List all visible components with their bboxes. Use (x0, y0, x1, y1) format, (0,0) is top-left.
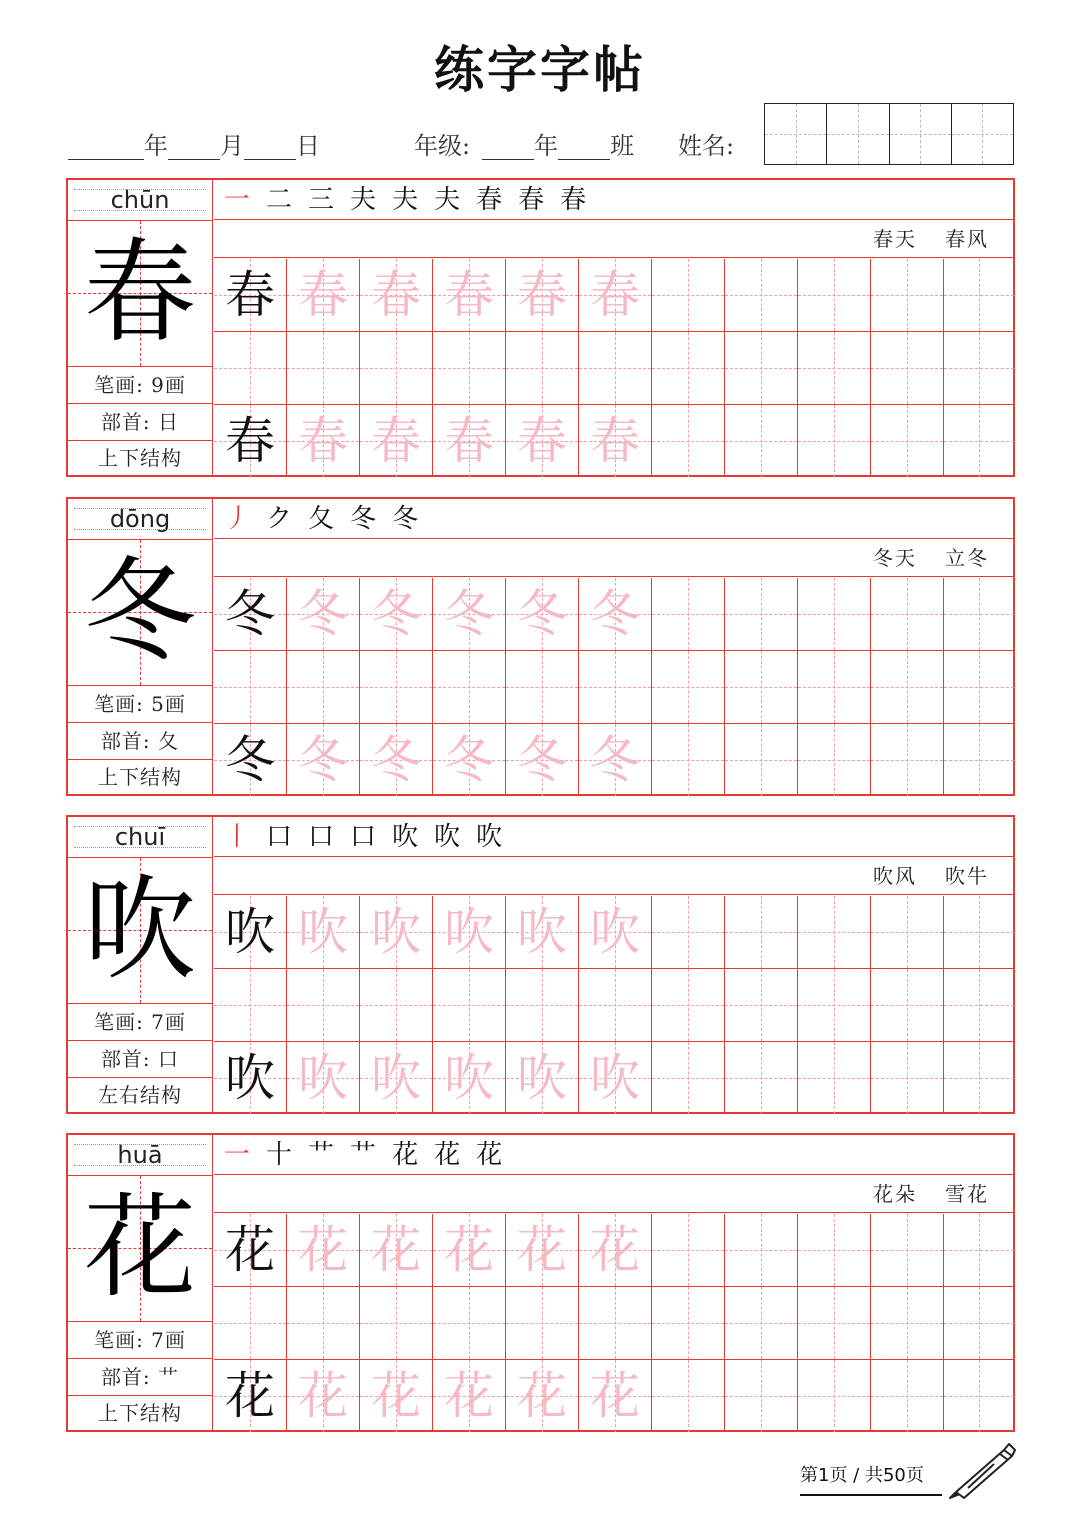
month-blank[interactable] (168, 133, 220, 160)
trace-character: 花 (444, 1221, 494, 1279)
practice-cell[interactable] (725, 724, 798, 796)
practice-cell[interactable] (287, 332, 360, 404)
practice-cell[interactable] (360, 332, 433, 404)
practice-cell[interactable] (579, 896, 652, 968)
character-block (66, 178, 1015, 477)
trace-character: 花 (371, 1367, 421, 1425)
practice-cell[interactable] (506, 896, 579, 968)
practice-cell[interactable] (579, 969, 652, 1041)
practice-cell[interactable] (287, 724, 360, 796)
month-label: 月 (220, 132, 244, 160)
practice-cell[interactable] (944, 405, 1014, 477)
practice-cell[interactable] (579, 651, 652, 723)
stroke-step: 丨 (224, 822, 261, 852)
trace-character: 冬 (444, 731, 494, 789)
stroke-order (214, 1135, 1013, 1175)
practice-cell[interactable] (725, 1214, 798, 1286)
practice-cell[interactable] (433, 896, 506, 968)
practice-cell[interactable] (214, 1360, 287, 1432)
practice-cell[interactable] (652, 969, 725, 1041)
practice-row (214, 332, 1013, 405)
trace-character: 花 (444, 1367, 494, 1425)
structure: 上下结构 (98, 765, 182, 789)
trace-character: 冬 (590, 731, 640, 789)
model-character: 春 (84, 228, 196, 358)
trace-character: 冬 (298, 585, 348, 643)
practice-cell[interactable] (433, 1287, 506, 1359)
practice-cell[interactable] (506, 969, 579, 1041)
example-word: 吹风 (873, 864, 917, 888)
practice-row (214, 578, 1013, 651)
practice-cell[interactable] (725, 896, 798, 968)
practice-cell[interactable] (214, 896, 287, 968)
practice-cell[interactable] (871, 651, 944, 723)
class-label: 班 (610, 132, 635, 160)
practice-cell[interactable] (433, 578, 506, 650)
stroke-step: ク (266, 504, 303, 534)
trace-character: 花 (517, 1367, 567, 1425)
practice-cell[interactable] (652, 1214, 725, 1286)
stroke-step: 口 (350, 822, 387, 852)
practice-cell[interactable] (287, 578, 360, 650)
practice-cell[interactable] (871, 969, 944, 1041)
practice-cell[interactable] (214, 724, 287, 796)
practice-cell[interactable] (798, 1214, 871, 1286)
pinyin: dōng (68, 499, 212, 540)
practice-row (214, 405, 1013, 477)
practice-cell[interactable] (214, 405, 287, 477)
stroke-step: 艹 (350, 1140, 387, 1170)
name-box[interactable] (890, 104, 952, 164)
model-character: 吹 (84, 865, 196, 995)
example-character: 花 (225, 1367, 275, 1425)
date-line (68, 132, 320, 168)
stroke-step: 口 (308, 822, 345, 852)
practice-cell[interactable] (287, 651, 360, 723)
example-words (214, 1176, 1013, 1213)
practice-cell[interactable] (506, 724, 579, 796)
structure: 上下结构 (98, 1401, 182, 1425)
practice-cell[interactable] (725, 1042, 798, 1114)
grade-label: 年级: (414, 132, 471, 160)
class-line (414, 132, 634, 168)
stroke-step: 二 (266, 185, 303, 215)
stroke-step: 夫 (350, 185, 387, 215)
trace-character: 冬 (517, 731, 567, 789)
example-words (214, 858, 1013, 895)
practice-cell[interactable] (798, 1287, 871, 1359)
name-line (678, 132, 734, 168)
practice-row (214, 651, 1013, 724)
practice-cell[interactable] (725, 578, 798, 650)
practice-cell[interactable] (652, 896, 725, 968)
practice-cell[interactable] (652, 1360, 725, 1432)
trace-character: 冬 (371, 731, 421, 789)
pen-icon (946, 1440, 1016, 1500)
practice-cell[interactable] (433, 259, 506, 331)
stroke-step: 夂 (308, 504, 345, 534)
model-character: 花 (84, 1183, 196, 1313)
example-words (214, 221, 1013, 258)
info-column (68, 1135, 213, 1430)
example-word: 花朵 (873, 1182, 917, 1206)
practice-cell[interactable] (798, 1360, 871, 1432)
trace-character: 春 (517, 412, 567, 470)
practice-cell[interactable] (287, 1360, 360, 1432)
stroke-step: 三 (308, 185, 345, 215)
stroke-step: 吹 (476, 822, 513, 852)
practice-cell[interactable] (433, 332, 506, 404)
practice-cell[interactable] (871, 896, 944, 968)
pinyin: chuī (68, 817, 212, 858)
practice-cell[interactable] (725, 259, 798, 331)
practice-cell[interactable] (287, 1214, 360, 1286)
practice-cell[interactable] (214, 1214, 287, 1286)
practice-cell[interactable] (506, 651, 579, 723)
example-character: 冬 (225, 731, 275, 789)
example-character: 春 (225, 412, 275, 470)
practice-cell[interactable] (798, 651, 871, 723)
info-column (68, 499, 213, 794)
stroke-order (214, 180, 1013, 220)
practice-cell[interactable] (506, 1360, 579, 1432)
info-column (68, 817, 213, 1112)
practice-cell[interactable] (652, 1042, 725, 1114)
grade-blank[interactable] (482, 133, 534, 160)
practice-cell[interactable] (506, 1042, 579, 1114)
practice-cell[interactable] (944, 651, 1014, 723)
practice-cell[interactable] (798, 259, 871, 331)
trace-character: 花 (371, 1221, 421, 1279)
practice-cell[interactable] (287, 1287, 360, 1359)
practice-cell[interactable] (360, 1214, 433, 1286)
class-blank[interactable] (558, 133, 610, 160)
practice-cell[interactable] (944, 1360, 1014, 1432)
practice-cell[interactable] (871, 1360, 944, 1432)
model-character-cell (68, 1176, 212, 1322)
practice-cell[interactable] (652, 1287, 725, 1359)
stroke-step: 春 (560, 185, 597, 215)
practice-cell[interactable] (506, 259, 579, 331)
radical: 部首: 艹 (68, 1359, 212, 1396)
radical: 部首: 口 (68, 1041, 212, 1078)
structure: 左右结构 (98, 1083, 182, 1107)
practice-row (214, 1360, 1013, 1432)
trace-character: 吹 (517, 903, 567, 961)
practice-cell[interactable] (360, 1360, 433, 1432)
practice-cell[interactable] (214, 969, 287, 1041)
practice-cell[interactable] (725, 332, 798, 404)
practice-cell[interactable] (944, 1042, 1014, 1114)
practice-cell[interactable] (433, 1214, 506, 1286)
practice-cell[interactable] (579, 724, 652, 796)
name-label: 姓名: (678, 132, 735, 160)
character-block (66, 815, 1015, 1114)
grade-year-label: 年 (534, 132, 559, 160)
practice-cell[interactable] (944, 1287, 1014, 1359)
example-word: 立冬 (945, 546, 989, 570)
practice-cell[interactable] (798, 896, 871, 968)
practice-cell[interactable] (433, 1360, 506, 1432)
practice-cell[interactable] (871, 259, 944, 331)
stroke-order (214, 817, 1013, 857)
practice-cell[interactable] (360, 896, 433, 968)
practice-cell[interactable] (214, 1287, 287, 1359)
stroke-step: 花 (476, 1140, 513, 1170)
stroke-step: 十 (266, 1140, 303, 1170)
stroke-step: 吹 (434, 822, 471, 852)
practice-cell[interactable] (871, 1287, 944, 1359)
practice-cell[interactable] (871, 724, 944, 796)
practice-cell[interactable] (287, 969, 360, 1041)
stroke-step: 春 (518, 185, 555, 215)
trace-character: 吹 (298, 1049, 348, 1107)
year-blank[interactable] (68, 133, 144, 160)
practice-cell[interactable] (944, 578, 1014, 650)
practice-cell[interactable] (506, 332, 579, 404)
practice-cell[interactable] (652, 578, 725, 650)
trace-character: 花 (298, 1221, 348, 1279)
stroke-count: 笔画: 7画 (68, 1004, 212, 1041)
trace-character: 春 (590, 412, 640, 470)
trace-character: 春 (298, 266, 348, 324)
practice-cell[interactable] (944, 332, 1014, 404)
practice-cell[interactable] (579, 405, 652, 477)
trace-character: 吹 (371, 1049, 421, 1107)
practice-cell[interactable] (725, 1360, 798, 1432)
character-block (66, 497, 1015, 796)
practice-cell[interactable] (360, 1042, 433, 1114)
year-label: 年 (144, 132, 168, 160)
page-title: 练字字帖 (434, 41, 646, 99)
practice-cell[interactable] (579, 259, 652, 331)
trace-character: 吹 (590, 903, 640, 961)
practice-cell[interactable] (506, 1287, 579, 1359)
practice-cell[interactable] (360, 651, 433, 723)
stroke-step: 一 (224, 1140, 261, 1170)
practice-cell[interactable] (725, 969, 798, 1041)
trace-character: 吹 (590, 1049, 640, 1107)
practice-cell[interactable] (579, 1042, 652, 1114)
example-words (214, 540, 1013, 577)
info-column (68, 180, 213, 475)
day-blank[interactable] (244, 133, 296, 160)
trace-character: 春 (444, 266, 494, 324)
day-label: 日 (296, 132, 320, 160)
example-character: 吹 (225, 903, 275, 961)
practice-cell[interactable] (214, 578, 287, 650)
model-character-cell (68, 858, 212, 1004)
practice-cell[interactable] (798, 969, 871, 1041)
practice-row (214, 259, 1013, 332)
practice-cell[interactable] (871, 332, 944, 404)
trace-character: 花 (590, 1221, 640, 1279)
practice-row (214, 1287, 1013, 1360)
stroke-step: 丿 (224, 504, 261, 534)
practice-cell[interactable] (944, 259, 1014, 331)
trace-character: 花 (590, 1367, 640, 1425)
structure: 上下结构 (98, 446, 182, 470)
practice-cell[interactable] (360, 405, 433, 477)
practice-cell[interactable] (871, 578, 944, 650)
practice-cell[interactable] (287, 259, 360, 331)
trace-character: 吹 (517, 1049, 567, 1107)
stroke-step: 口 (266, 822, 303, 852)
trace-character: 春 (371, 266, 421, 324)
practice-cell[interactable] (652, 332, 725, 404)
practice-cell[interactable] (579, 332, 652, 404)
practice-cell[interactable] (579, 1360, 652, 1432)
example-word: 冬天 (873, 546, 917, 570)
practice-cell[interactable] (214, 1042, 287, 1114)
stroke-step: 一 (224, 185, 261, 215)
stroke-step: 夫 (392, 185, 429, 215)
trace-character: 冬 (371, 585, 421, 643)
practice-cell[interactable] (871, 1214, 944, 1286)
practice-cell[interactable] (214, 259, 287, 331)
stroke-step: 花 (434, 1140, 471, 1170)
practice-row (214, 896, 1013, 969)
stroke-step: 吹 (392, 822, 429, 852)
practice-cell[interactable] (360, 259, 433, 331)
model-character-cell (68, 540, 212, 686)
name-box[interactable] (952, 104, 1013, 164)
example-word: 春天 (873, 227, 917, 251)
example-character: 冬 (225, 585, 275, 643)
practice-cell[interactable] (506, 578, 579, 650)
stroke-count: 笔画: 9画 (68, 367, 212, 404)
practice-cell[interactable] (579, 1214, 652, 1286)
trace-character: 花 (298, 1367, 348, 1425)
practice-cell[interactable] (433, 969, 506, 1041)
trace-character: 冬 (590, 585, 640, 643)
practice-cell[interactable] (579, 578, 652, 650)
trace-character: 花 (517, 1221, 567, 1279)
practice-cell[interactable] (287, 1042, 360, 1114)
trace-character: 春 (444, 412, 494, 470)
trace-character: 春 (517, 266, 567, 324)
stroke-step: 花 (392, 1140, 429, 1170)
practice-cell[interactable] (433, 651, 506, 723)
example-character: 春 (225, 266, 275, 324)
practice-cell[interactable] (798, 578, 871, 650)
page-indicator: 第1页 / 共50页 (800, 1462, 942, 1496)
radical: 部首: 夂 (68, 723, 212, 760)
practice-cell[interactable] (652, 651, 725, 723)
practice-cell[interactable] (360, 578, 433, 650)
radical: 部首: 日 (68, 404, 212, 441)
practice-cell[interactable] (725, 651, 798, 723)
stroke-step: 冬 (392, 504, 429, 534)
practice-cell[interactable] (360, 1287, 433, 1359)
pinyin: huā (68, 1135, 212, 1176)
name-boxes[interactable] (764, 103, 1014, 165)
model-character: 冬 (84, 547, 196, 677)
practice-row (214, 724, 1013, 796)
practice-cell[interactable] (798, 332, 871, 404)
example-word: 春风 (945, 227, 989, 251)
trace-character: 春 (298, 412, 348, 470)
practice-cell[interactable] (506, 405, 579, 477)
trace-character: 冬 (444, 585, 494, 643)
name-box[interactable] (827, 104, 889, 164)
practice-cell[interactable] (652, 724, 725, 796)
trace-character: 吹 (298, 903, 348, 961)
stroke-step: 冬 (350, 504, 387, 534)
practice-cell[interactable] (944, 724, 1014, 796)
practice-cell[interactable] (871, 405, 944, 477)
trace-character: 春 (371, 412, 421, 470)
trace-character: 吹 (444, 903, 494, 961)
practice-cell[interactable] (214, 651, 287, 723)
practice-row (214, 969, 1013, 1042)
stroke-count: 笔画: 7画 (68, 1322, 212, 1359)
practice-cell[interactable] (433, 1042, 506, 1114)
practice-row (214, 1214, 1013, 1287)
name-box[interactable] (765, 104, 827, 164)
stroke-step: 夫 (434, 185, 471, 215)
practice-cell[interactable] (944, 1214, 1014, 1286)
example-character: 吹 (225, 1049, 275, 1107)
practice-cell[interactable] (871, 1042, 944, 1114)
practice-cell[interactable] (214, 332, 287, 404)
trace-character: 冬 (298, 731, 348, 789)
practice-cell[interactable] (360, 969, 433, 1041)
practice-cell[interactable] (287, 405, 360, 477)
model-character-cell (68, 221, 212, 367)
practice-cell[interactable] (944, 969, 1014, 1041)
practice-cell[interactable] (798, 405, 871, 477)
practice-cell[interactable] (725, 405, 798, 477)
example-word: 雪花 (945, 1182, 989, 1206)
character-block (66, 1133, 1015, 1432)
stroke-order (214, 499, 1013, 539)
practice-cell[interactable] (798, 724, 871, 796)
practice-cell[interactable] (287, 896, 360, 968)
practice-cell[interactable] (506, 1214, 579, 1286)
practice-row (214, 1042, 1013, 1114)
trace-character: 春 (590, 266, 640, 324)
pinyin: chūn (68, 180, 212, 221)
practice-cell[interactable] (798, 1042, 871, 1114)
stroke-count: 笔画: 5画 (68, 686, 212, 723)
example-character: 花 (225, 1221, 275, 1279)
trace-character: 吹 (444, 1049, 494, 1107)
trace-character: 吹 (371, 903, 421, 961)
practice-cell[interactable] (725, 1287, 798, 1359)
practice-cell[interactable] (579, 1287, 652, 1359)
example-word: 吹牛 (945, 864, 989, 888)
stroke-step: 春 (476, 185, 513, 215)
practice-cell[interactable] (652, 405, 725, 477)
practice-cell[interactable] (360, 724, 433, 796)
practice-cell[interactable] (652, 259, 725, 331)
practice-cell[interactable] (944, 896, 1014, 968)
trace-character: 冬 (517, 585, 567, 643)
stroke-step: 艹 (308, 1140, 345, 1170)
practice-cell[interactable] (433, 724, 506, 796)
practice-cell[interactable] (433, 405, 506, 477)
